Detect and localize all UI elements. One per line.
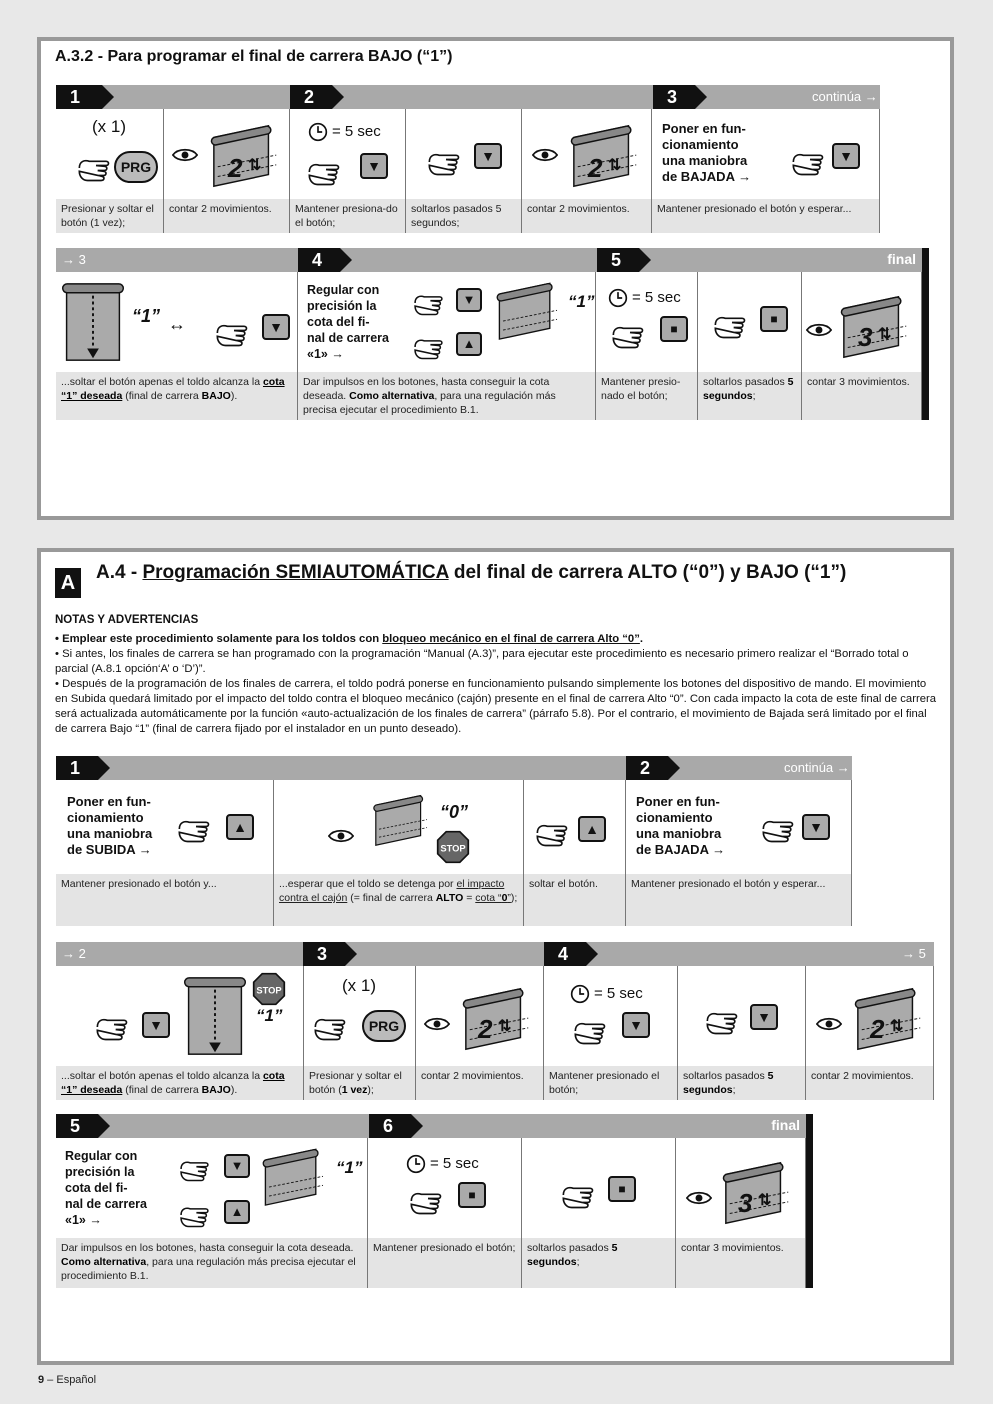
hand-icon [534,814,584,852]
eye-icon [816,1016,842,1032]
cell-hold-stop [596,272,698,372]
hand-icon [178,1152,224,1186]
start-lowering-text: Poner en fun- cionamiento una maniobra de BAJADA → [636,794,726,857]
cell-hold-stop-a4 [368,1138,522,1238]
continua-label-row1: continúa → [812,89,878,104]
step-number-4: 4 [298,248,340,272]
eye-icon [686,1190,712,1206]
step-number-2: 2 [290,85,332,109]
awning-down-icon [58,280,128,368]
cell-start-lowering-a4 [626,780,852,874]
a4-step-number-6: 6 [369,1114,411,1138]
caption-4: Dar impulsos en los botones, hasta conseguir la cota deseada. Como alternativa, para una regulación más precisa ejecutar el procedimiento B.1. [298,372,596,420]
cell-release-at-1 [56,272,298,372]
stop-sign-icon [436,830,470,864]
section-a4-title: A.4 - Programación SEMIAUTOMÁTICA del final de carrera ALTO (“0”) y BAJO (“1”) [96,562,847,583]
cell-start-raising [56,780,274,874]
down-button-icon: ▼ [750,1004,778,1030]
updown-arrows-icon: ⇅ [498,1018,512,1035]
cell-start-lowering [652,109,880,199]
five-sec-label: = 5 sec [632,289,681,306]
caption-1a: Presionar y soltar el botón (1 vez); [56,199,164,233]
hand-icon [408,1182,458,1220]
a4-caption-1a: Mantener presionado el botón y... [56,874,274,926]
updown-arrows-icon: ⇅ [248,157,262,174]
eye-icon [424,1016,450,1032]
movement-count: 3 [738,1188,753,1218]
hand-icon [572,1012,622,1050]
cell-fine-adjust-a4 [56,1138,368,1238]
up-button-icon: ▲ [578,816,606,842]
a4-caption-3a: Presionar y soltar el botón (1 vez); [304,1066,416,1100]
down-button-icon: ▼ [456,288,482,312]
prg-button-icon: PRG [114,151,158,183]
a4-step-number-1: 1 [56,756,98,780]
awning-icon [364,794,442,850]
a4-caption-5: Dar impulsos en los botones, hasta conseguir la cota deseada. Como alternativa, para una regulación más precisa ejecutar el procedimiento B.1. [56,1238,368,1288]
note-2: • Si antes, los finales de carrera se han programado con la programación “Manual (A.3)”, para ejecutar este procedimiento es necesario primero realizar el “Borrado total o parcial (A.8.1 opción‘A’ o ‘D’)”. [55,648,909,675]
stop-button-icon: ■ [608,1176,636,1202]
cell-count-3 [802,272,922,372]
a4-caption-4b: soltarlos pasados 5 segundos; [678,1066,806,1100]
quote-1-label: “1” [256,1006,283,1025]
step-number-1: 1 [56,85,102,109]
movement-count: 2 [588,153,603,183]
cell-fine-adjust [298,272,596,372]
clock-icon [406,1154,426,1174]
updown-arrows-icon: ⇅ [890,1018,904,1035]
awning-icon [260,1144,332,1214]
clock-icon [308,122,328,142]
down-button-icon: ▼ [622,1012,650,1038]
caption-release-at-1: ...soltar el botón apenas el toldo alcanza la cota “1” deseada (final de carrera BAJO). [56,372,298,420]
hand-icon [426,143,476,181]
caption-2c: contar 2 movimientos. [522,199,652,233]
eye-icon [172,147,198,163]
quote-0-label: “0” [440,802,469,822]
section-letter-a: A [55,568,81,598]
quote-1-label: “1” [132,306,161,326]
cell-release-a4 [678,966,806,1066]
awning-down-icon [180,974,250,1062]
cell-release-at-1-a4 [56,966,304,1066]
double-arrow-icon: ↔ [168,314,186,334]
caption-5a: Mantener presio-nado el botón; [596,372,698,420]
notes-heading: NOTAS Y ADVERTENCIAS [55,614,199,626]
step-header-row1 [56,85,880,109]
up-button-icon: ▲ [226,814,254,840]
stop-sign-icon [252,972,286,1006]
movement-count: 2 [228,153,243,183]
a4-caption-6b: soltarlos pasados 5 segundos; [522,1238,676,1288]
five-sec-label: = 5 sec [594,985,643,1002]
clock-icon [608,288,628,308]
hand-icon [94,1008,144,1046]
cell-count-3-a4 [676,1138,806,1238]
cell-press-prg-a4 [304,966,416,1066]
hand-icon [306,153,356,191]
cell-impact-box [274,780,524,874]
down-button-icon: ▼ [142,1012,170,1038]
updown-arrows-icon: ⇅ [758,1192,772,1209]
down-button-icon: ▼ [832,143,860,169]
awning-icon [568,123,646,193]
a4-step-number-5: 5 [56,1114,98,1138]
awning-icon [208,123,286,193]
start-raising-text: Poner en fun- cionamiento una maniobra de SUBIDA → [67,794,153,857]
down-button-icon: ▼ [474,143,502,169]
step-number-3: 3 [653,85,695,109]
press-once-label: (x 1) [342,976,376,995]
section-a32-title: A.3.2 - Para programar el final de carrera BAJO (“1”) [55,48,453,65]
five-sec-label: = 5 sec [430,1155,479,1172]
a4-caption-6c: contar 3 movimientos. [676,1238,806,1288]
up-button-icon: ▲ [456,332,482,356]
up-button-icon: ▲ [224,1200,250,1224]
note-3: • Después de la programación de los finales de carrera, el toldo podrá ponerse en funcionamiento pulsando simplemente los botones del dispositivo de mando. El movimiento en Subida quedará limitado por el impacto del toldo contra el bloqueo mecánico (cajón) presente en el final de carrera Alto “0”. Con cada impacto la cota de este final de carrera será actualizada automáticamente por la función «auto-actualización de los finales de carrera” (párrafo 5.8). Por el contrario, el movimiento de Bajada será limitado por el final de carrera Bajo “1” (final de carrera fijado por el instalador en un punto deseado). [55,678,937,735]
clock-icon [570,984,590,1004]
a4-step-number-3: 3 [303,942,345,966]
cell-hold-5sec-a4 [544,966,678,1066]
cell-count-2b [522,109,652,199]
cell-release-up [524,780,626,874]
hand-icon [712,306,762,344]
stop-button-icon: ■ [760,306,788,332]
cell-count-2 [164,109,290,199]
hand-icon [560,1176,610,1214]
caption-3: Mantener presionado el botón y esperar... [652,199,880,233]
five-sec-label: = 5 sec [332,123,381,140]
cell-press-prg [56,109,164,199]
a4-step-number-2: 2 [626,756,668,780]
awning-icon [838,294,916,364]
caption-2a: Mantener presiona-do el botón; [290,199,406,233]
cell-count-2-a4 [416,966,544,1066]
eye-icon [328,828,354,844]
a4-caption-1b: ...esperar que el toldo se detenga por el impacto contra el cajón (= final de carrera ALTO = cota “0”); [274,874,524,926]
a4-step-header-row3: final [56,1114,806,1138]
hand-icon [412,330,458,364]
down-button-icon: ▼ [224,1154,250,1178]
caption-5b: soltarlos pasados 5 segundos; [698,372,802,420]
a4-caption-3b: contar 2 movimientos. [416,1066,544,1100]
hand-icon [610,316,660,354]
page-footer: 9 – Español [38,1374,97,1386]
a4-step-number-4: 4 [544,942,586,966]
cell-release-stop [698,272,802,372]
cell-count-2b-a4 [806,966,934,1066]
a4-caption-6a: Mantener presionado el botón; [368,1238,522,1288]
final-bar-a4 [806,1114,813,1288]
a4-caption-release: ...soltar el botón apenas el toldo alcanza la cota “1” deseada (final de carrera BAJO). [56,1066,304,1100]
caption-5c: contar 3 movimientos. [802,372,922,420]
step-number-5: 5 [597,248,639,272]
a4-caption-1c: soltar el botón. [524,874,626,926]
hand-icon [704,1002,754,1040]
down-button-icon: ▼ [262,314,290,340]
cell-release-stop-a4 [522,1138,676,1238]
caption-2b: soltarlos pasados 5 segundos; [406,199,522,233]
start-lowering-text: Poner en fun- cionamiento una maniobra de BAJADA → [662,121,752,184]
final-bar [922,248,929,420]
movement-count: 3 [858,322,873,352]
a4-caption-2: Mantener presionado el botón y esperar... [626,874,852,926]
movement-count: 2 [870,1014,885,1044]
caption-1b: contar 2 movimientos. [164,199,290,233]
prg-button-icon: PRG [362,1010,406,1042]
a4-step-header-row1 [56,756,852,780]
hand-icon [412,286,458,320]
notes-list [55,632,940,737]
continua-label-a4: continúa → [784,760,850,775]
a4-step-header-row2: → 2 → 5 [56,942,934,966]
updown-arrows-icon: ⇅ [878,326,892,343]
eye-icon [806,322,832,338]
stop-button-icon: ■ [458,1182,486,1208]
stop-button-icon: ■ [660,316,688,342]
a4-caption-4c: contar 2 movimientos. [806,1066,934,1100]
movement-count: 2 [478,1014,493,1044]
hand-icon [214,314,264,352]
fine-adjust-text: Regular con precisión la cota del fi- nal de carrera «1» → [307,283,389,361]
eye-icon [532,147,558,163]
press-once-label: (x 1) [92,117,126,136]
a4-caption-4a: Mantener presionado el botón; [544,1066,678,1100]
down-button-icon: ▼ [360,153,388,179]
down-button-icon: ▼ [802,814,830,840]
quote-1-label: “1” [336,1158,363,1177]
hand-icon [176,810,226,848]
cell-release [406,109,522,199]
hand-icon [312,1008,362,1046]
hand-icon [178,1198,224,1232]
note-1: • Emplear este procedimiento solamente para los toldos con bloqueo mecánico en el final de carrera Alto “0”. [55,633,644,645]
fine-adjust-text: Regular con precisión la cota del fi- nal de carrera «1» → [65,1149,147,1227]
updown-arrows-icon: ⇅ [608,157,622,174]
awning-icon [494,278,566,348]
quote-1-label: “1” [568,292,595,311]
step-header-row2: → 3 final [56,248,922,272]
cell-hold-5sec [290,109,406,199]
